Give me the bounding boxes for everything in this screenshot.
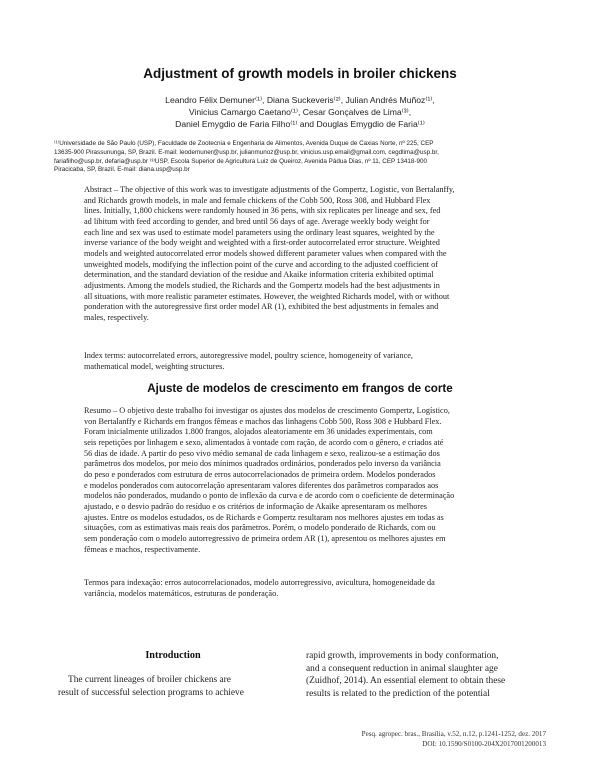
abstract-line: models and weighted autocorrelated error models showed different parameter values when compared with the: [84, 248, 447, 258]
portuguese-title: Ajuste de modelos de crescimento em frangos de corte: [147, 382, 453, 395]
body-line: rapid growth, improvements in body conformation,: [306, 651, 499, 661]
affiliations: [54, 140, 546, 175]
abstract-line: ad libitum with feed according to gender, and bred until 56 days of age. Average weekly body weight for: [84, 216, 430, 226]
author-line: Leandro Félix Demuner⁽¹⁾, Diana Suckeveris⁽²⁾, Julian Andrés Muñoz⁽¹⁾,: [165, 95, 435, 105]
index-terms-line: mathematical model, weighting structures.: [84, 361, 225, 371]
abstract-line: and Richards growth models, in male and female chickens of the Cobb 500, Ross 308, and Hubbard Flex: [84, 195, 431, 205]
doi-line: DOI: 10.1590/S0100-204X2017001200013: [422, 739, 546, 748]
affiliation-line: ⁽¹⁾Universidade de São Paulo (USP), Faculdade de Zootecnia e Engenharia de Alimentos, Avenida Duque de Caxias Norte, nº 225, CEP: [54, 140, 434, 147]
affiliation-line: 13635-900 Pirassununga, SP, Brazil. E-mail: leodemuner@usp.br, julianmunoz@usp.br, vinicius.usp.email@gmail.com, cegdlima@usp.br,: [54, 148, 439, 156]
index-terms: [84, 351, 516, 372]
abstract: [84, 185, 516, 324]
journal-footer: [340, 730, 546, 749]
abstract-line: determination, and the standard deviation of the residue and Akaike information criteria exhibited optimal: [84, 270, 434, 280]
resumo-line: e modelos ponderados com autocorrelação apresentaram valores diferentes dos parâmetros comparados aos: [84, 480, 439, 490]
resumo-line: do peso e ponderados com estrutura de erros autocorrelacionados de primeira ordem. Modelos ponderados: [84, 469, 436, 479]
termos-line: Termos para indexação: erros autocorrelacionados, modelo autorregressivo, avicultura, homogeneidade da: [84, 578, 435, 587]
abstract-line: adjustments. Among the models studied, the Richards and the Gompertz models had the best adjustments in: [84, 280, 440, 290]
body-line: and a consequent reduction in animal slaughter age: [306, 663, 498, 674]
abstract-line: unweighted models, modifying the inflection point of the curve and according to the adjusted coefficient of: [84, 259, 439, 269]
body-line: results is related to the prediction of the potential: [306, 688, 490, 699]
termos-indexacao: [84, 578, 516, 599]
abstract-line: each line and sex was used to estimate model parameters using the ordinary least squares, weighted by the: [84, 227, 435, 237]
citation-line: Pesq. agropec. bras., Brasília, v.52, n.12, p.1241-1252, dez. 2017: [361, 730, 546, 738]
resumo-line: ajustado, e o desvio padrão do resíduo e os critérios de informação de Akaike apresentaram os melhores: [84, 501, 427, 511]
index-terms-line: Index terms: autocorrelated errors, autoregressive model, poultry science, homogeneity of variance,: [84, 351, 413, 360]
author-line: Vinicius Camargo Caetano⁽¹⁾, Cesar Gonçalves de Lima⁽³⁾,: [188, 107, 412, 117]
resumo: [84, 406, 516, 555]
paper-title: Adjustment of growth models in broiler chickens: [143, 66, 457, 81]
resumo-line: sem ponderação com o modelo autorregressivo de primeira ordem AR (1), apresentou os melhores ajustes em: [84, 533, 446, 543]
abstract-line: inverse variance of the body weight and weighted with a first-order autocorrelated error structure. Weighted: [84, 238, 440, 248]
abstract-line: all situations, with more realistic parameter estimates. However, the weighted Richards model, with or without: [84, 291, 450, 301]
author-line: Daniel Emygdio de Faria Filho⁽¹⁾ and Douglas Emygdio de Faria⁽¹⁾: [175, 119, 425, 129]
affiliation-line: Piracicaba, SP, Brazil. E-mail: diana.usp@usp.br: [54, 166, 190, 174]
resumo-line: ajustes. Entre os modelos estudados, os de Richards e Gompertz resultaram nos melhores ajustes em todas as: [84, 512, 444, 522]
resumo-line: seis repetições por linhagem e sexo, alimentados à vontade com ração, de acordo com o gênero, e criados até: [84, 437, 444, 447]
body-line: (Zuidhof, 2014). An essential element to obtain these: [306, 676, 506, 687]
abstract-line: lines. Initially, 1,800 chickens were randomly housed in 36 pens, with six replicates per lineage and sex, fed: [84, 206, 441, 216]
introduction-left-column: [58, 674, 288, 700]
resumo-line: Resumo – O objetivo deste trabalho foi investigar os ajustes dos modelos de crescimento Gompertz, Logístico,: [84, 406, 450, 415]
resumo-line: modelos não ponderados, mudando o ponto de inflexão da curva e de acordo com o coeficiente de determinação: [84, 491, 455, 501]
abstract-line: Abstract – The objective of this work was to investigate adjustments of the Gompertz, Logistic, von Bertalanffy,: [84, 185, 455, 194]
resumo-line: Foram inicialmente utilizados 1.800 frangos, alojados aleatoriamente em 36 unidades experimentais, com: [84, 427, 433, 437]
abstract-line: ponderation with the autoregressive first order model AR (1), exhibited the best adjustments in females and: [84, 302, 439, 312]
resumo-line: fêmeas e machos, respectivamente.: [84, 544, 201, 554]
termos-line: variância, modelos matemáticos, estruturas de ponderação.: [84, 588, 279, 598]
resumo-line: situações, com as estimativas mais reais dos parâmetros. Porém, o modelo ponderado de Richards, com ou: [84, 523, 436, 533]
author-list: [60, 94, 540, 130]
body-line: The current lineages of broiler chickens are: [68, 675, 231, 685]
affiliation-line: fariafilho@usp.br, defaria@usp.br ⁽³⁾USP, Escola Superior de Agricultura Luiz de Queiroz, Avenida Pádua Dias, nº 11, CEP 13418-900: [54, 157, 428, 165]
abstract-line: males, respectively.: [84, 312, 149, 322]
introduction-heading: Introduction: [145, 650, 201, 661]
resumo-line: 56 dias de idade. A partir do peso vivo médio semanal de cada linhagem e sexo, realizou-se a estimação dos: [84, 448, 440, 458]
introduction-right-column: [306, 650, 546, 700]
resumo-line: von Bertalanffy e Richards em frangos fêmeas e machos das linhagens Cobb 500, Ross 308 e Hubbard Flex.: [84, 416, 442, 426]
body-line: result of successful selection programs to achieve: [58, 688, 244, 699]
resumo-line: parâmetros dos modelos, por meio dos mínimos quadrados ordinários, ponderados pelo inverso da variância: [84, 459, 441, 469]
